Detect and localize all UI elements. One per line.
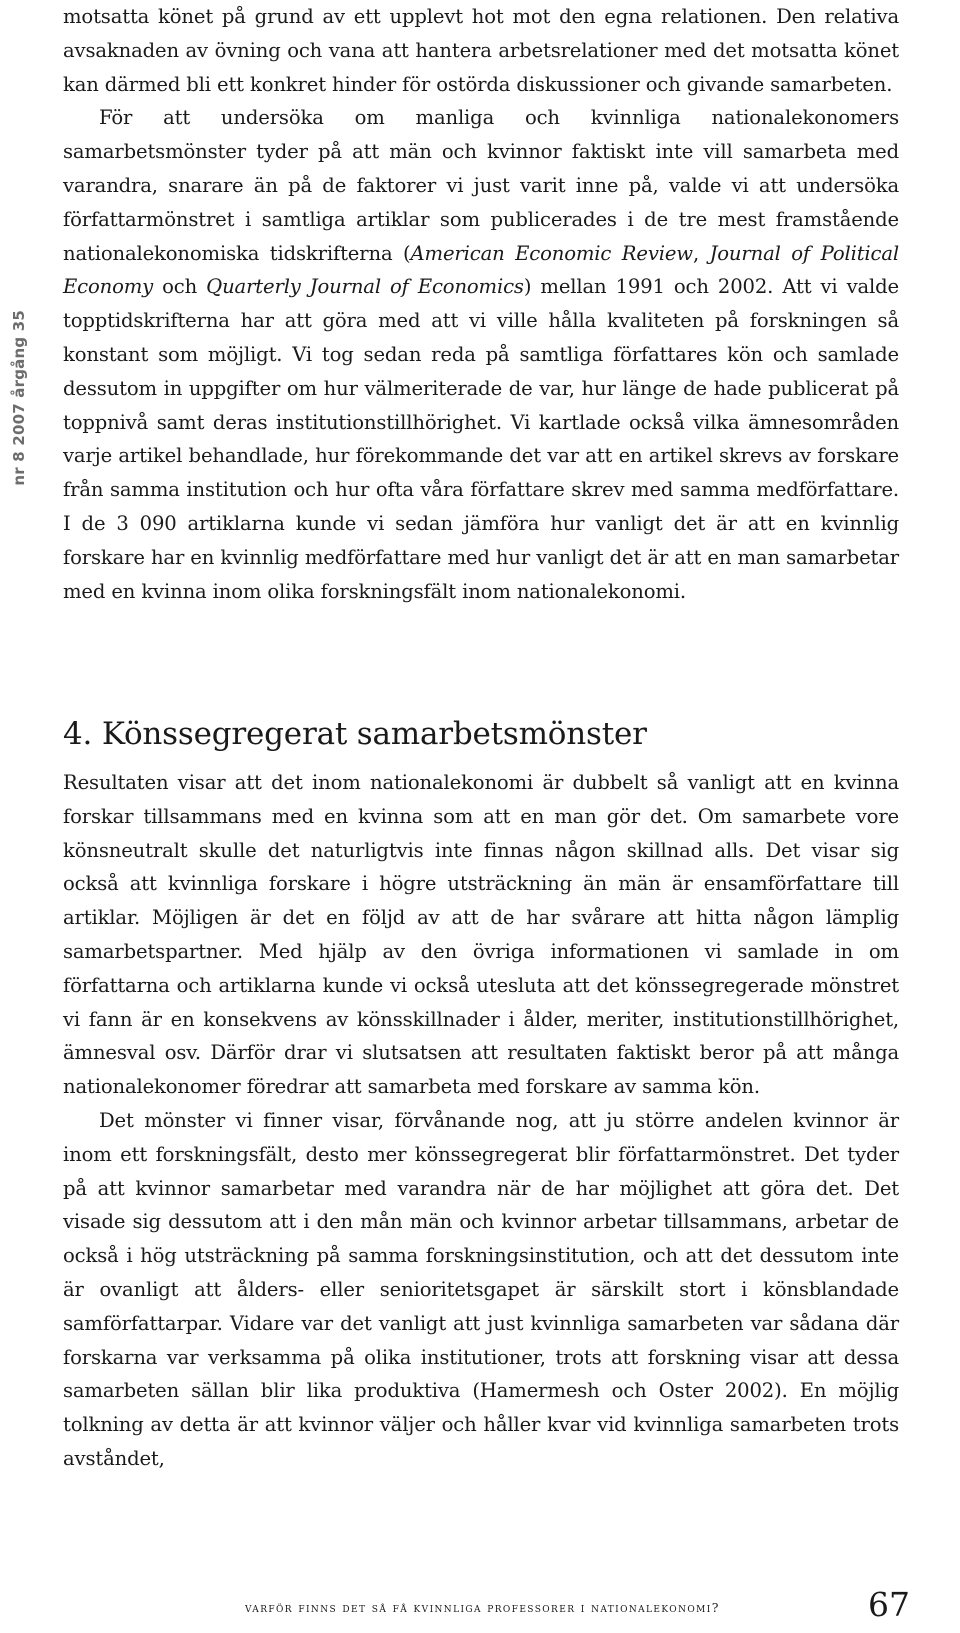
journal-title: Quarterly Journal of Economics — [206, 275, 524, 299]
paragraph: Resultaten visar att det inom nationalekonomi är dubbelt så vanligt att en kvinna forskar tillsammans med en kvinna som att en man gör det. Om samarbete vore könsneutralt skulle det naturligtvis inte finnas någon skillnad alls. Det visar sig också att kvinnliga forskare i högre utsträckning än män är ensamförfattare till artiklar. Möjligen är det en följd av att de har svårare att hitta någon lämplig samarbetspartner. Med hjälp av den övriga informationen vi samlade in om författarna och artiklarna kunde vi också utesluta att det könssegregerade mönstret vi fann är en konsekvens av könsskillnader i ålder, meriter, institutionstillhörighet, ämnesval osv. Därför drar vi slutsatsen att resultaten faktiskt beror på att många nationalekonomer föredrar att samarbeta med forskare av samma kön. — [63, 771, 899, 1099]
body-text-top — [63, 0, 899, 608]
paragraph-text: ) mellan 1991 och 2002. Att vi valde topptidskrifterna har att göra med att vi ville hålla kvaliteten på forskningen så konstant som möjligt. Vi tog sedan reda på samtliga författares kön och samlade dessutom in uppgifter om hur välmeriterade de var, hur länge de hade publicerat på toppnivå samt deras institutionstillhörighet. Vi kartlade också vilka ämnesområden varje artikel behandlade, hur förekommande det var att en artikel skrevs av forskare från samma institution och hur ofta våra författare skrev med samma medförfattare. I de 3 090 artiklarna kunde vi sedan jämföra hur vanligt det är att en kvinnlig forskare har en kvinnlig medförfattare med hur vanligt det är att en man samarbetar med en kvinna inom olika forskningsfält inom nationalekonomi. — [63, 275, 899, 603]
page-number: 67 — [868, 1585, 910, 1624]
paragraph: Det mönster vi finner visar, förvånande nog, att ju större andelen kvinnor är inom ett forskningsfält, desto mer könssegregerat blir författarmönstret. Det tyder på att kvinnor samarbetar med varandra när de har möjlighet att göra det. Det visade sig dessutom att i den mån män och kvinnor arbetar tillsammans, arbetar de också i hög utsträckning på samma forskningsinstitution, och att det dessutom inte är ovanligt att ålders- eller senioritetsgapet är särskilt stort i könsblandade samförfattarpar. Vidare var det vanligt att just kvinnliga samarbeten var sådana där forskarna var verksamma på olika institutioner, trots att forskning visar att dessa samarbeten sällan blir lika produktiva (Hamermesh och Oster 2002). En möjlig tolkning av detta är att kvinnor väljer och håller kvar vid kvinnliga samarbeten trots avståndet, — [63, 1108, 899, 1470]
journal-issue-label: nr 8 2007 årgång 35 — [10, 310, 28, 486]
running-title: varför finns det så få kvinnliga professorer i nationalekonomi? — [245, 1600, 720, 1615]
body-text-section-4 — [63, 766, 899, 1476]
paragraph — [63, 101, 899, 608]
page-footer — [245, 1585, 945, 1630]
separator: , — [692, 241, 710, 265]
paragraph: motsatta könet på grund av ett upplevt hot mot den egna relationen. Den relativa avsaknaden av övning och vana att hantera arbetsrelationer med det motsatta könet kan därmed bli ett konkret hinder för ostörda diskussioner och givande samarbeten. — [63, 5, 899, 96]
section-heading: 4. Könssegregerat samarbetsmönster — [63, 716, 647, 752]
separator: och — [153, 275, 207, 299]
journal-title: American Economic Review — [410, 241, 693, 265]
journal-title: Journal of Political Economy — [63, 241, 900, 299]
paragraph-text: För att undersöka om manliga och kvinnliga nationalekonomers samarbetsmönster tyder på att män och kvinnor faktiskt inte vill samarbeta med varandra, snarare än på de faktorer vi just varit inne på, valde vi att undersöka författarmönstret i samtliga artiklar som publicerades i de tre mest framstående nationalekonomiska tidskrifterna ( — [63, 106, 899, 265]
